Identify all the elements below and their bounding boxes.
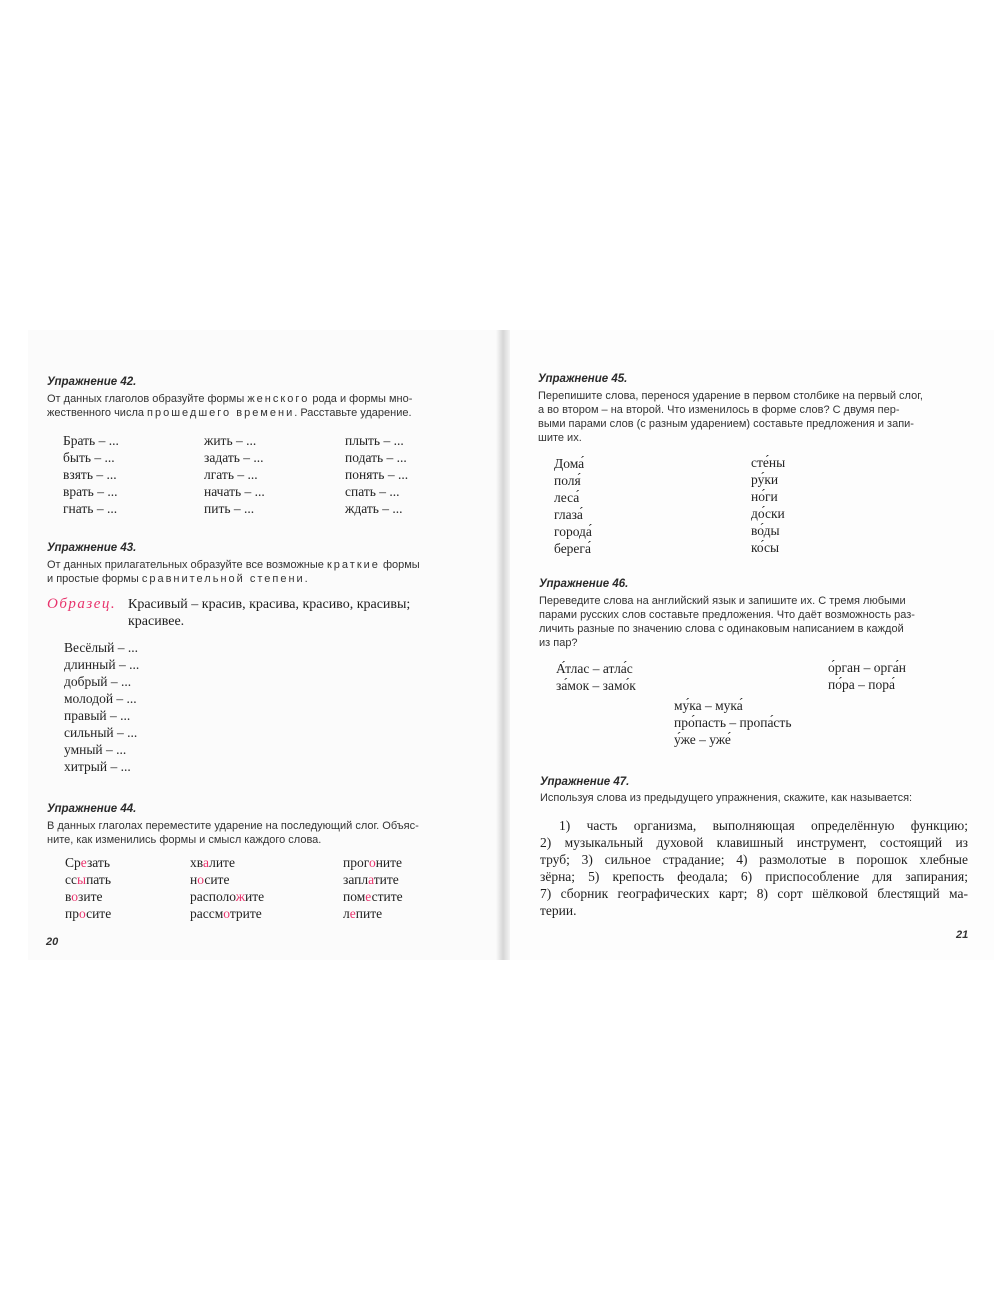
ex43-title: Упражнение 43. <box>47 542 137 554</box>
page-number-left: 20 <box>46 936 59 948</box>
stressed-letter: а <box>368 872 374 887</box>
word: леса́ <box>554 490 580 505</box>
word: ко́сы <box>751 540 780 555</box>
word: длинный – ... <box>64 657 140 672</box>
word: поместите <box>343 889 403 904</box>
stressed-letter: а <box>202 855 210 870</box>
word: сте́ны <box>751 455 786 470</box>
word: ру́ки <box>751 472 779 487</box>
sample-label: Образец. <box>47 596 117 612</box>
word-pair: у́же – уже́ <box>674 732 731 747</box>
word: понять – ... <box>345 467 409 482</box>
ex44-title: Упражнение 44. <box>47 803 137 815</box>
word: лгать – ... <box>204 467 258 482</box>
word: берега́ <box>554 541 591 556</box>
word: города́ <box>554 524 592 539</box>
stressed-letter: о <box>78 906 87 921</box>
word: спать – ... <box>345 484 400 499</box>
stressed-letter: ж <box>235 889 246 904</box>
word: взять – ... <box>63 467 117 482</box>
stressed-letter: о <box>197 872 205 887</box>
ex46-pairs-left <box>556 660 636 694</box>
word: Срезать <box>65 855 110 870</box>
word-pair: А́тлас – атла́с <box>556 661 633 676</box>
ex45-instruction: Перепишите слова, перенося ударение в первом столбике на первый слог, а во втором – на второй. Что изменилось в форме слов? С двумя пер- выми парами слов (с разным ударением) составьте предложения и запи- шите их. <box>538 390 923 444</box>
word: подать – ... <box>345 450 407 465</box>
word: до́ски <box>751 506 785 521</box>
ex43-instruction: От данных прилагательных образуйте все возможные краткие формы и простые формы сравнительной степени. <box>47 559 420 585</box>
word: хвалите <box>190 855 235 870</box>
stressed-letter: е <box>365 889 372 904</box>
word: пить – ... <box>204 501 255 516</box>
word: добрый – ... <box>64 674 132 689</box>
word: врать – ... <box>63 484 118 499</box>
word-pair: му́ка – мука́ <box>674 698 743 713</box>
ex47-text: 1) часть организма, выполняющая определённую функцию; 2) музыкальный духовой клавишный инструмент, состоящий из труб; 3) сильное страдание; 4) размолотые в порошок хлебные зёрна; 5) крепость феодала; 6) приспособление для запирания; 7) сборник географических карт; 8) сорт шёлковой блестящий ма- терии. <box>540 818 968 918</box>
ex44-column-2 <box>190 854 264 922</box>
word: лепите <box>343 906 383 921</box>
ex42-instruction: От данных глаголов образуйте формы женского рода и формы мно- жественного числа прошедшего времени. Расставьте ударение. <box>47 393 413 419</box>
word: плыть – ... <box>345 433 404 448</box>
word: но́ги <box>751 489 778 504</box>
word: заплатите <box>343 872 399 887</box>
ex45-column-2 <box>751 454 785 556</box>
word: просите <box>65 906 112 921</box>
word: быть – ... <box>63 450 115 465</box>
stressed-letter: е <box>80 855 87 870</box>
word: начать – ... <box>204 484 265 499</box>
word-pair: по́ра – пора́ <box>828 677 895 692</box>
word: поля́ <box>554 473 581 488</box>
ex47-title: Упражнение 47. <box>540 776 630 788</box>
word: рассмотрите <box>190 906 262 921</box>
ex47-instruction: Используя слова из предыдущего упражнения, скажите, как называется: <box>540 792 913 804</box>
word: ждать – ... <box>345 501 403 516</box>
ex44-column-1 <box>65 854 111 922</box>
word-pair: о́рган – орга́н <box>828 660 907 675</box>
ex44-column-3 <box>343 854 403 922</box>
word: умный – ... <box>64 742 127 757</box>
stressed-letter: о <box>368 855 376 870</box>
word: возите <box>65 889 103 904</box>
word-pair: за́мок – замо́к <box>556 678 636 693</box>
word: хитрый – ... <box>64 759 131 774</box>
book-fold <box>496 330 510 960</box>
ex42-column-1 <box>63 432 119 517</box>
ex45-title: Упражнение 45. <box>538 373 628 385</box>
word: ссыпать <box>65 872 111 887</box>
page-number-right: 21 <box>956 929 969 941</box>
word: носите <box>190 872 230 887</box>
word: прогоните <box>343 855 403 870</box>
word-pair: про́пасть – пропа́сть <box>674 715 792 730</box>
ex46-instruction: Переведите слова на английский язык и запишите их. С тремя любыми парами русских слов составьте предложения. Что даёт возможность раз- личить разные по значению слова с одинаковым написанием в каждой из пар? <box>539 595 915 649</box>
word: сильный – ... <box>64 725 138 740</box>
word: Весёлый – ... <box>64 640 138 655</box>
word: молодой – ... <box>64 691 137 706</box>
ex45-column-1 <box>554 455 592 557</box>
stressed-letter: о <box>223 906 230 921</box>
word: глаза́ <box>554 507 583 522</box>
ex42-column-3 <box>345 432 408 517</box>
stressed-letter: е <box>349 906 356 921</box>
word: гнать – ... <box>63 501 118 516</box>
stressed-letter: ы <box>76 872 87 887</box>
ex42-title: Упражнение 42. <box>47 376 137 388</box>
stressed-letter: о <box>71 889 79 904</box>
word: задать – ... <box>204 450 264 465</box>
sample-text: Красивый – красив, красива, красиво, красивы; красивее. <box>128 597 411 629</box>
word: Дома́ <box>554 456 585 471</box>
ex44-instruction: В данных глаголах переместите ударение на последующий слог. Объяс- ните, как изменились формы и смысл каждого слова. <box>47 820 419 846</box>
word: во́ды <box>751 523 780 538</box>
word: расположите <box>190 889 265 904</box>
word: правый – ... <box>64 708 131 723</box>
ex43-words <box>64 639 139 775</box>
ex46-pairs-middle <box>674 697 791 748</box>
ex46-pairs-right <box>828 659 906 693</box>
word: жить – ... <box>204 433 257 448</box>
ex46-title: Упражнение 46. <box>539 578 629 590</box>
word: Брать – ... <box>63 433 119 448</box>
ex42-column-2 <box>204 432 265 517</box>
